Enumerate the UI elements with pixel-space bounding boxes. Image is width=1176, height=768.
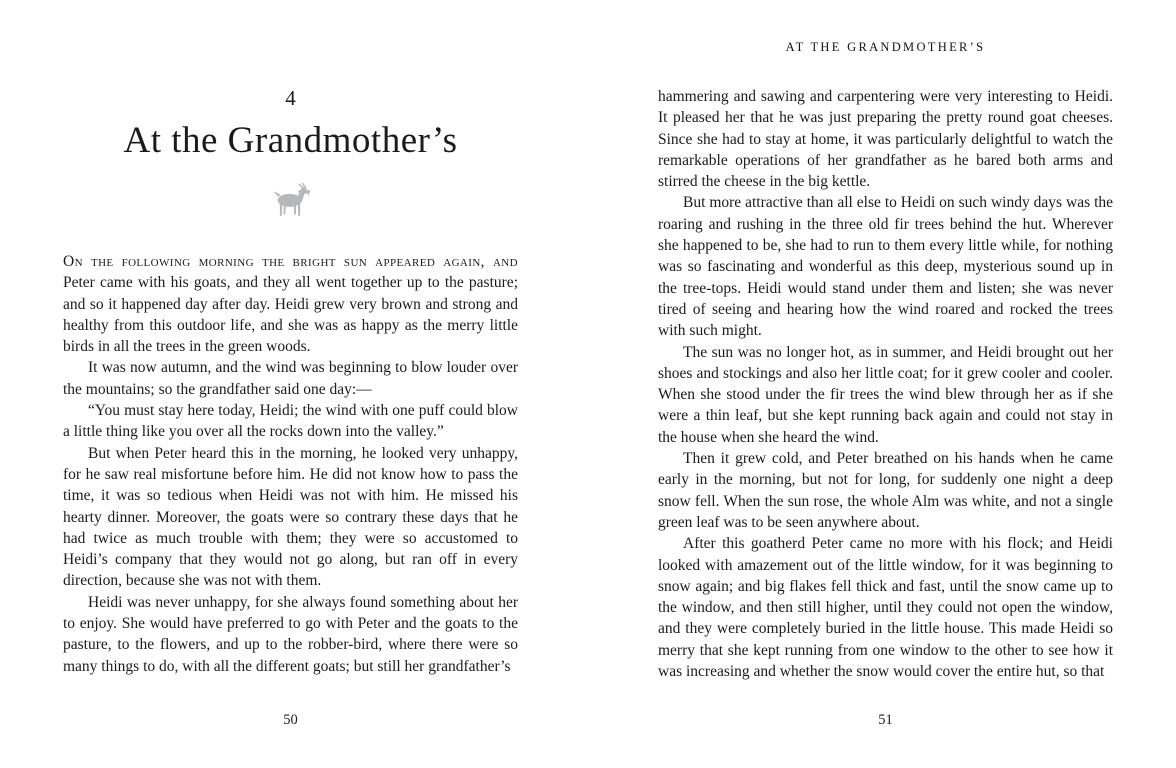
paragraph: It was now autumn, and the wind was beginning to blow louder over the mountains; so the grandfather said one day:— — [63, 359, 518, 398]
page-left — [63, 0, 518, 768]
chapter-number: 4 — [285, 86, 296, 110]
page-number-left: 50 — [283, 712, 298, 728]
paragraph — [63, 251, 518, 357]
paragraph: But when Peter heard this in the morning, he looked very unhappy, for he saw real misfortune before him. He did not know how to pass the time, it was so tedious when Heidi was not with him. He missed his hearty dinner. Moreover, the goats were so contrary these days that he had twice as much trouble with them; they were so accustomed to Heidi’s company that they would not go along, but ran off in every direction, because she was not with them. — [63, 444, 518, 590]
goat-icon — [268, 205, 314, 222]
paragraph: “You must stay here today, Heidi; the wind with one puff could blow a little thing like you over all the rocks down into the valley.” — [63, 402, 518, 441]
chapter-ornament — [63, 182, 518, 222]
paragraph: Then it grew cold, and Peter breathed on his hands when he came early in the morning, but not for long, for suddenly one night a deep snow fell. When the sun rose, the whole Alm was white, and not a single green leaf was to be seen anywhere about. — [658, 450, 1113, 531]
paragraph: But more attractive than all else to Heidi on such windy days was the roaring and rushing in the three old fir trees behind the hut. Wherever she happened to be, she had to run to them every little while, for nothing was so fascinating and wonderful as this deep, mysterious sound up in the tree-tops. Heidi would stand under them and listen; she was never tired of seeing and hearing how the wind roared and rocked the trees with such might. — [658, 194, 1113, 340]
left-page-body — [63, 251, 518, 677]
page-right — [658, 0, 1113, 768]
paragraph: The sun was no longer hot, as in summer, and Heidi brought out her shoes and stockings and also her little coat; for it grew cooler and cooler. When she stood under the fir trees the wind blew through her as if she were a thin leaf, but she kept running back again and could not stay in the house when she heard the wind. — [658, 343, 1113, 446]
paragraph: hammering and sawing and carpentering were very interesting to Heidi. It pleased her that he was just preparing the pretty round goat cheeses. Since she had to stay at home, it was particularly delightful to watch the remarkable operations of her grandfather as he bared both arms and stirred the cheese in the big kettle. — [658, 88, 1113, 191]
paragraph: After this goatherd Peter came no more with his flock; and Heidi looked with amazement out of the little window, for it was beginning to snow again; and big flakes fell thick and fast, until the snow came up to the window, and then still higher, until they could not open the window, and they were completely buried in the little house. This made Heidi so merry that she kept running from one window to the other to see how it was increasing and whether the snow would cover the entire hut, so that — [658, 535, 1113, 681]
page-number-right: 51 — [878, 712, 893, 728]
paragraph-text: Peter came with his goats, and they all went together up to the pasture; and so it happened day after day. Heidi grew very brown and strong and healthy from this outdoor life, and she was as happy as the merry little birds in all the trees in the green woods. — [63, 274, 518, 356]
paragraph: Heidi was never unhappy, for she always found something about her to enjoy. She would have preferred to go with Peter and the goats to the pasture, to the flowers, and up to the robber-bird, where there were so many things to do, with all the different goats; but still her grandfather’s — [63, 593, 518, 675]
lead-in-small-caps: On the following morning the bright sun appeared again, and — [63, 253, 518, 270]
running-header: AT THE GRANDMOTHER’S — [785, 40, 986, 54]
right-page-body — [658, 86, 1113, 682]
chapter-title: At the Grandmother’s — [123, 120, 458, 161]
